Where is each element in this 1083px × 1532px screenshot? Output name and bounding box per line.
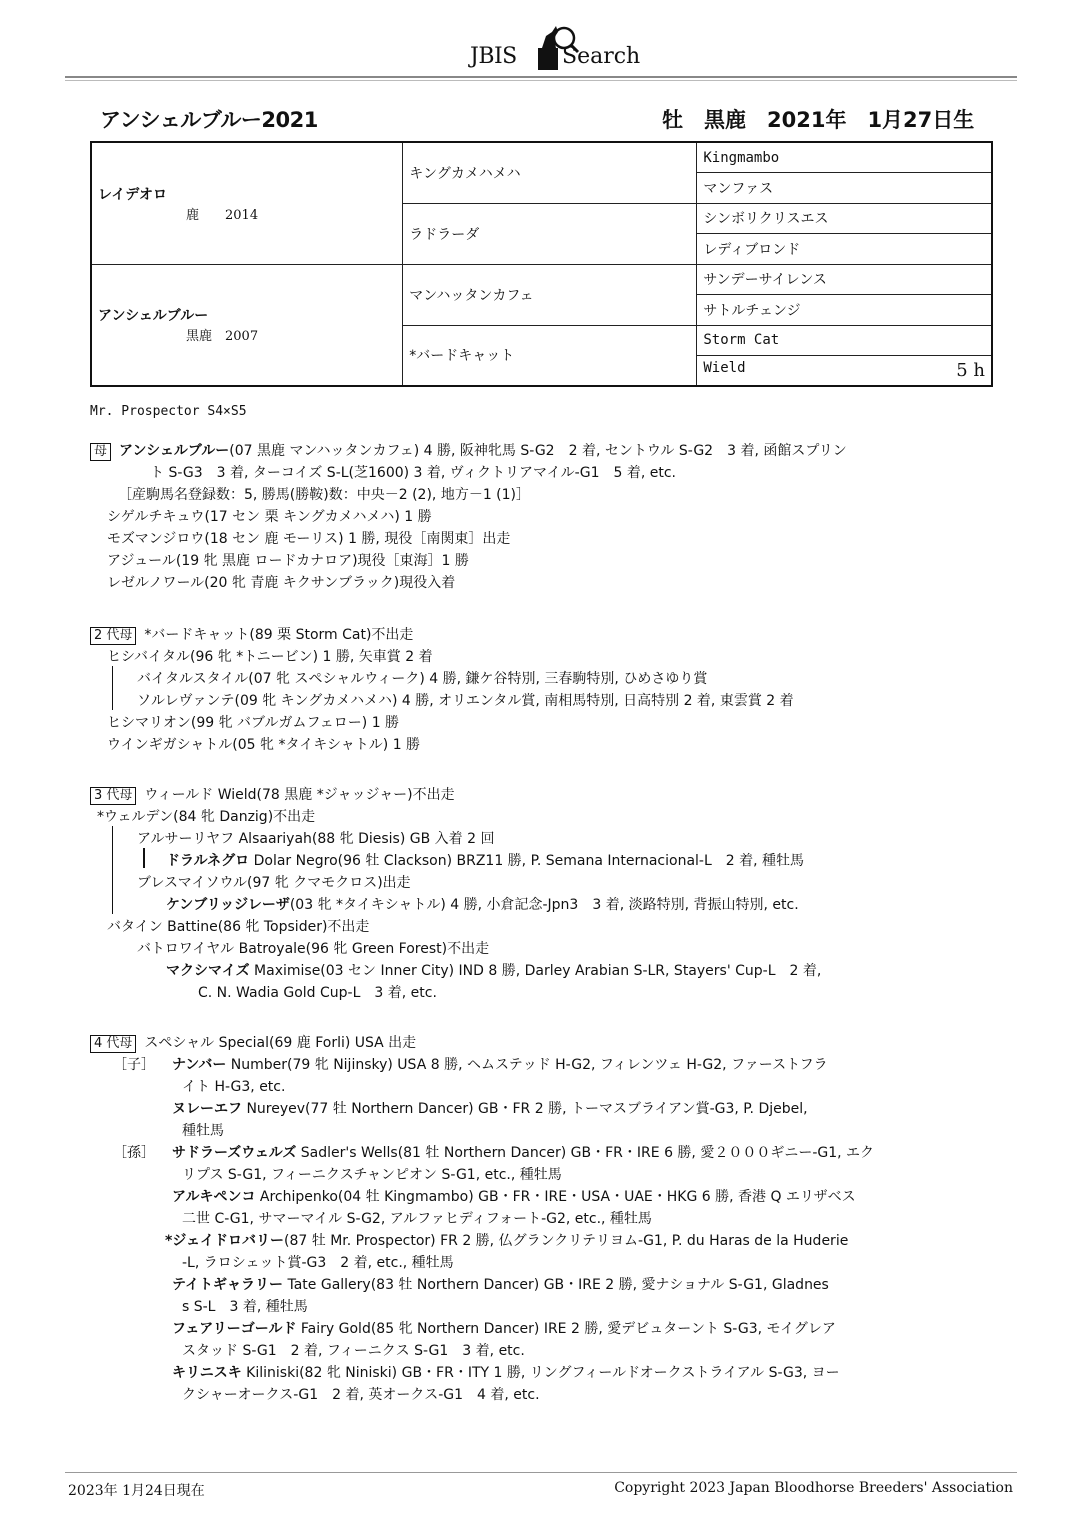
family-item[interactable] [166,894,799,914]
family-item[interactable]: バイタルスタイル(07 牝 スペシャルウィーク) 4 勝, 鎌ケ谷特別, 三春駒特別, ひめさゆり賞 [137,671,708,687]
gen2-cell[interactable]: マンハッタンカフェ [403,264,697,325]
gen2-cell[interactable]: キングカメハメハ [403,142,697,203]
notable-horse[interactable]: サドラーズウェルズ [172,1145,297,1161]
notable-horse[interactable]: ヌレーエフ [172,1101,242,1117]
dam-name[interactable]: アンシェルブルー [98,308,209,325]
family-item-cont: クシャーオークス-G1 2 着, 英オークス-G1 4 着, etc. [182,1387,540,1403]
family-item[interactable] [172,1274,829,1294]
section-label: 4 代母 [90,1035,136,1053]
notable-horse[interactable]: アルキペンコ [172,1189,256,1205]
family-item[interactable]: ウインギガシャトル(05 牝 *タイキシャトル) 1 勝 [107,737,421,753]
horse-name: アンシェルブルー2021 [100,108,318,132]
inbreeding-cross: Mr. Prospector S4×S5 [90,404,247,419]
gen2-cell[interactable]: ラドラーダ [403,203,697,264]
notable-horse[interactable]: ナンバー [172,1057,227,1073]
family-item[interactable] [165,1230,848,1250]
family-item[interactable] [172,1098,808,1118]
gen3-cell-wield[interactable] [697,356,992,387]
notable-horse[interactable]: *ジェイドロバリー [165,1233,285,1249]
family-item[interactable]: バタイン Battine(86 牝 Topsider)不出走 [107,919,370,935]
gen3-cell[interactable]: マンファス [697,173,992,204]
family-item[interactable]: バトロワイヤル Batroyale(96 牝 Green Forest)不出走 [137,941,490,957]
offspring-item[interactable]: レゼルノワール(20 牝 青鹿 キクサンブラック)現役入着 [107,575,456,591]
sire-name[interactable]: レイデオロ [98,186,168,203]
family-item[interactable] [172,1054,828,1074]
gen3-cell[interactable]: サンデーサイレンス [697,264,992,295]
horse-record: (03 牝 *タイキシャトル) 4 勝, 小倉記念-Jpn3 3 着, 淡路特別, 背振山特別, etc. [289,897,799,913]
tree-connector [112,666,113,710]
family-item[interactable] [166,850,804,870]
section-label: 母 [90,443,111,461]
gen3-cell[interactable]: Kingmambo [697,142,992,173]
horse-record: Fairy Gold(85 牝 Northern Dancer) IRE 2 勝, 愛デビュターント S-G3, モイグレア [296,1321,836,1337]
family-item[interactable]: ヒシマリオン(99 牝 バブルガムフェロー) 1 勝 [107,715,400,731]
horse-record: Sadler's Wells(81 牡 Northern Dancer) GB・FR・IRE 6 勝, 愛２０００ギニー-G1, エク [296,1145,875,1161]
horse-record: Archipenko(04 牡 Kingmambo) GB・FR・IRE・USA・UAE・HKG 6 勝, 香港 Q エリザベス [255,1189,856,1205]
family-item-cont: イト H-G3, etc. [182,1079,286,1095]
gen4-mark: 5 h [956,360,985,381]
dam-name-link[interactable]: アンシェルブルー [119,443,230,459]
copyright: Copyright 2023 Japan Bloodhorse Breeders' Association [614,1480,1013,1496]
family-item-cont: 二世 C-G1, サマーマイル S-G2, アルファヒディフォート-G2, etc., 種牡馬 [182,1211,652,1227]
dam-detail: 黒鹿 2007 [186,329,259,345]
gen3-name: Wield [703,360,746,376]
family-item[interactable] [172,1318,836,1338]
offspring-item[interactable]: シゲルチキュウ(17 セン 栗 キングカメハメハ) 1 勝 [107,509,432,525]
notable-horse[interactable]: ケンブリッジレーザ [166,897,290,913]
gen2-dam[interactable]: *バードキャット(89 栗 Storm Cat)不出走 [144,627,414,643]
section-label: 2 代母 [90,627,136,645]
notable-horse[interactable]: マクシマイズ [166,963,250,979]
horse-record: Tate Gallery(83 牡 Northern Dancer) GB・IRE 2 勝, 愛ナショナル S-G1, Gladnes [283,1277,829,1293]
child-tag: ［子］ [113,1057,155,1073]
dam-line-1 [90,440,847,461]
family-item[interactable] [172,1362,840,1382]
horse-record: Kiliniski(82 牝 Niniski) GB・FR・ITY 1 勝, リングフィールドオークストライアル S-G3, ヨー [241,1365,840,1381]
header-divider [65,76,1017,81]
family-item[interactable] [166,960,821,980]
family-item[interactable]: ブレスマイソウル(97 牝 クマモクロス)出走 [137,875,411,891]
notable-horse[interactable]: キリニスキ [172,1365,242,1381]
family-item[interactable]: ヒシバイタル(96 牝 *トニービン) 1 勝, 矢車賞 2 着 [107,649,433,665]
horse-info: 牡 黒鹿 2021年 1月27日生 [662,108,975,132]
gen3-dam[interactable]: ウィールド Wield(78 黒鹿 *ジャッジャー)不出走 [144,787,455,803]
family-item[interactable]: ソルレヴァンテ(09 牝 キングカメハメハ) 4 勝, オリエンタル賞, 南相馬特別, 日高特別 2 着, 東雲賞 2 着 [137,693,794,709]
gen3-head [90,784,455,805]
offspring-item[interactable]: アジュール(19 牝 黒鹿 ロードカナロア)現役［東海］1 勝 [107,553,469,569]
gen2-head [90,624,413,645]
tree-connector [143,848,145,868]
family-item-cont: スタッド S-G1 2 着, フィーニクス S-G1 3 着, etc. [182,1343,525,1359]
tree-connector [112,826,113,914]
family-item[interactable]: アルサーリヤフ Alsaariyah(88 牝 Diesis) GB 入着 2 回 [137,831,495,847]
family-item-cont: C. N. Wadia Gold Cup-L 3 着, etc. [198,985,437,1001]
section-label: 3 代母 [90,787,136,805]
notable-horse[interactable]: テイトギャラリー [172,1277,284,1293]
dam-produce-summary: ［産駒馬名登録数：5, 勝馬(勝鞍)数：中央－2 (2), 地方－1 (1)］ [118,487,531,503]
dam-record: (07 黒鹿 マンハッタンカフェ) 4 勝, 阪神牝馬 S-G2 2 着, セントウル S-G2 3 着, 函館スプリン [229,443,847,459]
gen4-head [90,1032,416,1053]
gen3-cell[interactable]: サトルチェンジ [697,295,992,326]
offspring-item[interactable]: モズマンジロウ(18 セン 鹿 モーリス) 1 勝, 現役［南関東］出走 [107,531,511,547]
family-item-cont: s S-L 3 着, 種牡馬 [182,1299,308,1315]
logo-text-jbis: JBIS [470,44,517,69]
sire-cell [91,142,403,264]
horse-record: Dolar Negro(96 牡 Clackson) BRZ11 勝, P. Semana Internacional-L 2 着, 種牡馬 [249,853,805,869]
gen3-cell[interactable]: シンボリクリスエス [697,203,992,234]
horse-record: Nureyev(77 牡 Northern Dancer) GB・FR 2 勝, トーマスブライアン賞-G3, P. Djebel, [242,1101,808,1117]
family-item[interactable] [172,1142,874,1162]
gen4-dam[interactable]: スペシャル Special(69 鹿 Forli) USA 出走 [144,1035,417,1051]
notable-horse[interactable]: フェアリーゴールド [172,1321,297,1337]
horse-record: Maximise(03 セン Inner City) IND 8 勝, Darley Arabian S-LR, Stayers' Cup-L 2 着, [249,963,822,979]
dam-cell [91,264,403,386]
dam-line-2: ト S-G3 3 着, ターコイズ S-L(芝1600) 3 着, ヴィクトリアマイル-G1 5 着, etc. [150,465,676,481]
family-item-cont: リプス S-G1, フィーニクスチャンピオン S-G1, etc., 種牡馬 [182,1167,562,1183]
gen3-cell[interactable]: Storm Cat [697,325,992,356]
horse-record: Number(79 牝 Nijinsky) USA 8 勝, ヘムステッド H-G2, フィレンツェ H-G2, ファーストフラ [226,1057,828,1073]
footer-divider [65,1472,1017,1473]
notable-horse[interactable]: ドラルネグロ [166,853,250,869]
grandchild-tag: ［孫］ [113,1145,155,1161]
family-item[interactable] [172,1186,856,1206]
sire-detail: 鹿 2014 [186,207,259,223]
as-of-date: 2023年 1月24日現在 [68,1483,205,1499]
jbis-search-logo[interactable] [470,18,640,74]
gen3-cell[interactable]: レディブロンド [697,234,992,265]
pedigree-table [90,141,993,387]
family-item-cont: 種牡馬 [182,1123,224,1139]
family-item-cont: -L, ラロシェット賞-G3 2 着, etc., 種牡馬 [182,1255,454,1271]
logo-text-search: Search [562,44,641,69]
horse-record: (87 牡 Mr. Prospector) FR 2 勝, 仏グランクリテリヨム-G1, P. du Haras de la Huderie [284,1233,849,1249]
family-item[interactable]: *ウェルデン(84 牝 Danzig)不出走 [97,809,316,825]
gen2-cell[interactable]: *バードキャット [403,325,697,386]
